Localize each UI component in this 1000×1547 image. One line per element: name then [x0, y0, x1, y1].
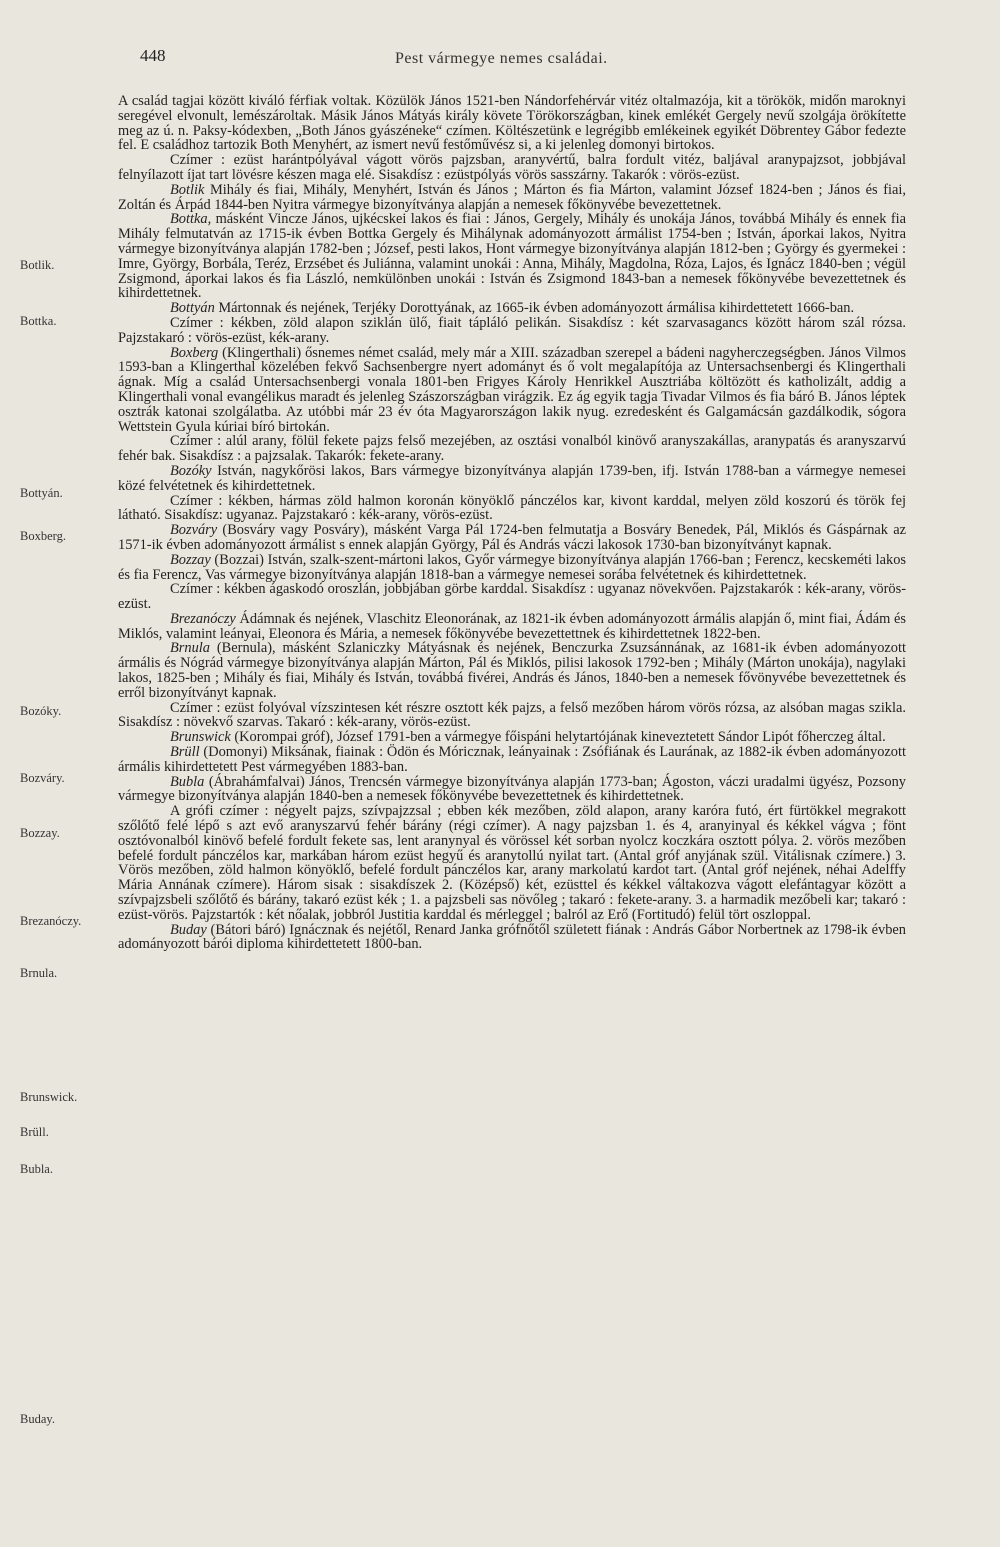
margin-label: Brüll. [20, 1125, 49, 1139]
family-name: Boxberg [170, 344, 219, 361]
paragraph-text: (Domonyi) Miksának, fiainak : Ödön és Móricznak, leányainak : Zsófiának és Laurának, az 1882-ik évben adományozott ármális kihirdettetett Pest vármegyében 1883-ban. [118, 744, 906, 775]
paragraph [118, 434, 906, 464]
body-text [118, 94, 906, 952]
margin-label: Buday. [20, 1412, 55, 1426]
family-name: Bozzay [170, 551, 211, 568]
paragraph [118, 523, 906, 553]
paragraph [118, 612, 906, 642]
family-name: Bozváry [170, 522, 218, 539]
paragraph [118, 804, 906, 922]
family-name: Bottyán [170, 300, 215, 317]
paragraph [118, 730, 906, 745]
paragraph [118, 641, 906, 700]
paragraph [118, 316, 906, 346]
paragraph-text: Czímer : ezüst folyóval vízszintesen két részre osztott kék pajzs, a felső mezőben három vörös rózsa, az alsóban magas szikla. Sisakdísz : növekvő szarvas. Takaró : kék-arany, vörös-ezüst. [118, 699, 906, 731]
paragraph-text: másként Vincze János, ujkécskei lakos és fiai : János, Gergely, Mihály és unokája János, továbbá Mihály és ennek fia Mihály felmutatván az 1715-ik évben Bottka Gergely és Mihálynak adományozott ármálist 1754-ben ; István, áporkai lakos, Nyitra vármegye bizonyítványa alapján 1782-ben ; József, pesti lakos, Hont vármegye bizonyítványa alapján 1812-ben ; György és gyermekei : Imre, György, Borbála, Teréz, Erzsébet és Juliánna, valamint unokái : Anna, Mihály, Magdolna, Róza, Lajos, és Ignácz 1840-ben ; végül Zsigmond, áporkai lakos és fia László, nemkülönben unokái : István és Zsigmond 1843-ban a nemesek főkönyvébe bevezettetnek és kihirdettetnek. [118, 211, 906, 302]
paragraph [118, 923, 906, 953]
paragraph-text: István, nagykőrösi lakos, Bars vármegye bizonyítványa alapján 1739-ben, ifj. István 1788-ban a vármegye nemesei közé felvétetnek és kihirdettetnek. [118, 462, 906, 494]
page-number: 448 [140, 46, 166, 65]
family-name: Buday [170, 921, 207, 938]
margin-label: Botlik. [20, 258, 55, 272]
paragraph-text: Czímer : kékben, hármas zöld halmon koronán könyöklő pánczélos kar, kivont karddal, melyen zöld koszorú és török fej látható. Sisakdísz: ugyanaz. Pajzstakaró : kék-arany, vörös-ezüst. [118, 492, 906, 524]
family-name: Brüll [170, 744, 200, 761]
paragraph-text: A grófi czímer : négyelt pajzs, szívpajzzsal ; ebben kék mezőben, zöld alapon, arany karóra futó, ért fürtökkel megrakott szőlőtő felé lépő s azt evő aranyszarvú fehér bárány (régi czímer). A nagy pajzsban 1. és 4, aranyinyal és kékkel vágva ; fönt osztóvonalból kinövő befelé fordult fekete sas, lent aranynyal és vörössel két sorban nyolcz koczkára osztott pólya. 2. vörös mezőben befelé fordult pánczélos kar, markában három ezüst hegyű és aranytollú nyilat tart. (Antal gróf anyjának szül. Vitálisnak czímere.) 3. Vörös mezőben, zöld halmon könyöklő, befelé fordult pánczélos kar, arany markolatú kardot tart. (Antal gróf nejének, néhai Adelffy Mária Annának czímere). Három sisak : sisakdíszek 2. (Középső) két, ezüsttel és kékkel váltakozva vágott elefántagyar között a szívpajzsbeli szőlőtő és bárány, takaró ezüst kék ; 1. a pajzsbeli sas növőleg ; takaró : fekete-arany. 3. a harmadik mezőbeli kar; takaró : ezüst-vörös. Pajzstartók : két nőalak, jobbról Justitia karddal és mérleggel ; balról az Erő (Fortitudó) felül tört oszloppal. [118, 803, 906, 923]
running-title: Pest vármegye nemes családai. [395, 50, 608, 67]
paragraph-text: (Bátori báró) Ignácznak és nejétől, Renard Janka grófnőtől született fiának : András Gábor Norbertnek az 1798-ik évben adományozott bárói diploma kihirdettetett 1800-ban. [118, 921, 906, 953]
paragraph [118, 553, 906, 583]
paragraph [118, 301, 906, 316]
paragraph-text: Mihály és fiai, Mihály, Menyhért, István és János ; Márton és fia Márton, valamint József 1824-ben ; János és fiai, Zoltán és Árpád 1844-ben Nyitra vármegye bizonyítványa alapján a nemesek főkönyvébe bevezettetnek. [118, 181, 906, 213]
paragraph [118, 94, 906, 153]
paragraph-text: Czímer : alúl arany, fölül fekete pajzs felső mezejében, az osztási vonalból kinövő aranyszakállas, aranypatás és aranyszarvú fehér bak. Sisakdísz : a pajzsalak. Takarók: fekete-arany. [118, 433, 906, 465]
paragraph-text: (Bernula), másként Szlaniczky Mátyásnak és nejének, Benczurka Zsuzsánnának, az 1681-ik évben adományozott ármális és Nógrád vármegye bizonyítványa alapján Márton, Pál és Miklós, pilisi lakosok 1792-ben ; Mihály (Márton unokája), nagylaki lakos, 1825-ben ; Mihály és fiai, Mihály és István, továbbá fivérei, András és János, 1840-ben a nemesek fővönyvébe bevezettetnek és erről bizonyítványt kapnak. [118, 640, 906, 701]
family-name: Brezanóczy [170, 610, 236, 627]
paragraph [118, 701, 906, 731]
paragraph-text: (Korompai gróf), József 1791-ben a vármegye főispáni helytartójának kineveztetett Sándor Lipót főherczeg által. [230, 729, 886, 746]
paragraph-text: (Bozzai) István, szalk-szent-mártoni lakos, Győr vármegye bizonyítványa alapján 1766-ban ; Ferencz, kecskeméti lakos és fia Ferencz, Vas vármegye bizonyítványa alapján 1818-ban a vármegye nemesei sorába felvétetnek és kihirdettetnek. [118, 551, 906, 583]
paragraph [118, 494, 906, 524]
margin-label: Boxberg. [20, 529, 66, 543]
margin-label: Bottyán. [20, 486, 63, 500]
family-name: Bottka, [170, 211, 212, 228]
family-name: Bozóky [170, 462, 212, 479]
paragraph [118, 183, 906, 213]
margin-label: Bozóky. [20, 704, 62, 718]
paragraph [118, 153, 906, 183]
paragraph-text: Czímer : kékben, zöld alapon sziklán ülő, fiait tápláló pelikán. Sisakdísz : két szarvasagancs között három szál rózsa. Pajzstakaró : vörös-ezüst, kék-arany. [118, 314, 906, 346]
paragraph-text: Ádámnak és nejének, Vlaschitz Eleonorának, az 1821-ik évben adományozott ármális alapján ő, mint fiai, Ádám és Miklós, valamint leányai, Eleonora és Mária, a nemesek főkönyvébe bevezettettnek és kihirdettetnek 1822-ben. [118, 610, 906, 642]
margin-label: Bottka. [20, 314, 57, 328]
paragraph [118, 745, 906, 775]
margin-label: Bubla. [20, 1162, 53, 1176]
margin-label: Bozzay. [20, 826, 60, 840]
paragraph [118, 582, 906, 612]
family-name: Brnula [170, 640, 210, 657]
paragraph-text: Czímer : kékben ágaskodó oroszlán, jobbjában görbe karddal. Sisakdísz : ugyanaz növekvően. Pajzstakarók : kék-arany, vörös-ezüst. [118, 581, 906, 613]
paragraph-text: (Klingerthali) ősnemes német család, mely már a XIII. században szerepel a bádeni nagyherczegségben. János Vilmos 1593-ban a Klingerthal közelében fekvő Sachsenbergre nyert adományt és ő volt megalapítója az Untersachsenbergi és Klingerthali ágnak. Míg a család Untersachsenbergi vonala 1801-ben Frigyes Károly Henrikkel Ausztriába költözött és katholizált, addig a Klingerthali vonal evangélikus maradt és jelenleg Szászországban virágzik. Ez ág egyik tagja Tivadar Vilmos és fia báró B. János léptek osztrák katonai szolgálatba. Az utóbbi már 23 év óta Magyarországon lakik nyug. ezredesként és Galgamácsán gazdálkodik, sógora Wettstein Gyula kúriai bíró birtokán. [118, 344, 906, 435]
paragraph-text: A család tagjai között kiváló férfiak voltak. Közülök János 1521-ben Nándorfehérvár vitéz oltalmazója, kit a törökök, midőn maroknyi seregével elvonult, lemészároltak. Másik János Mátyás király követe Törökországban, kinek emlékét Gergely nevű szolgája örökítette meg az ú. n. Paksy-kódexben, „Both János gyászéneke“ czímen. Költészetünk e legrégibb emlékeinek egyikét Döbrentey Gábor fedezte fel. E családhoz tartozik Both Menyhért, az ismert nevű festőművész si, a ki jelenleg domonyi birtokos. [118, 93, 906, 154]
margin-label: Brunswick. [20, 1090, 78, 1104]
margin-label: Brezanóczy. [20, 914, 82, 928]
family-name: Botlik [170, 181, 205, 198]
paragraph-text: Czímer : ezüst harántpólyával vágott vörös pajzsban, aranyvértű, balra fordult vitéz, baljával aranypajzsot, jobbjával felnyílazott íjat tart lövésre készen maga elé. Sisakdísz : ezüstpólyás vörös sasszárny. Takarók : vörös-ezüst. [118, 152, 906, 183]
paragraph [118, 775, 906, 805]
family-name: Brunswick [170, 729, 231, 746]
margin-label: Brnula. [20, 966, 58, 980]
paragraph-text: (Bosváry vagy Posváry), másként Varga Pál 1724-ben felmutatja a Bosváry Benedek, Pál, Miklós és Gáspárnak az 1571-ik évben adományozott ármálist s ennek alapján György, Pál és András váczi lakosok 1730-ban bizonyítványt kapnak. [118, 522, 906, 553]
paragraph [118, 212, 906, 301]
paragraph [118, 346, 906, 435]
paragraph-text: (Ábrahámfalvai) János, Trencsén vármegye bizonyítványa alapján 1773-ban; Ágoston, váczi uradalmi ügyész, Pozsony vármegye bizonyítványa alapján 1840-ben a nemesek főkönyvébe bevezettetnek és kihirdettetnek. [118, 773, 906, 805]
family-name: Bubla [170, 773, 205, 790]
paragraph-text: Mártonnak és nejének, Terjéky Dorottyának, az 1665-ik évben adományozott ármálisa kihirdettetett 1666-ban. [214, 300, 855, 317]
margin-label: Bozváry. [20, 771, 65, 785]
paragraph [118, 464, 906, 494]
